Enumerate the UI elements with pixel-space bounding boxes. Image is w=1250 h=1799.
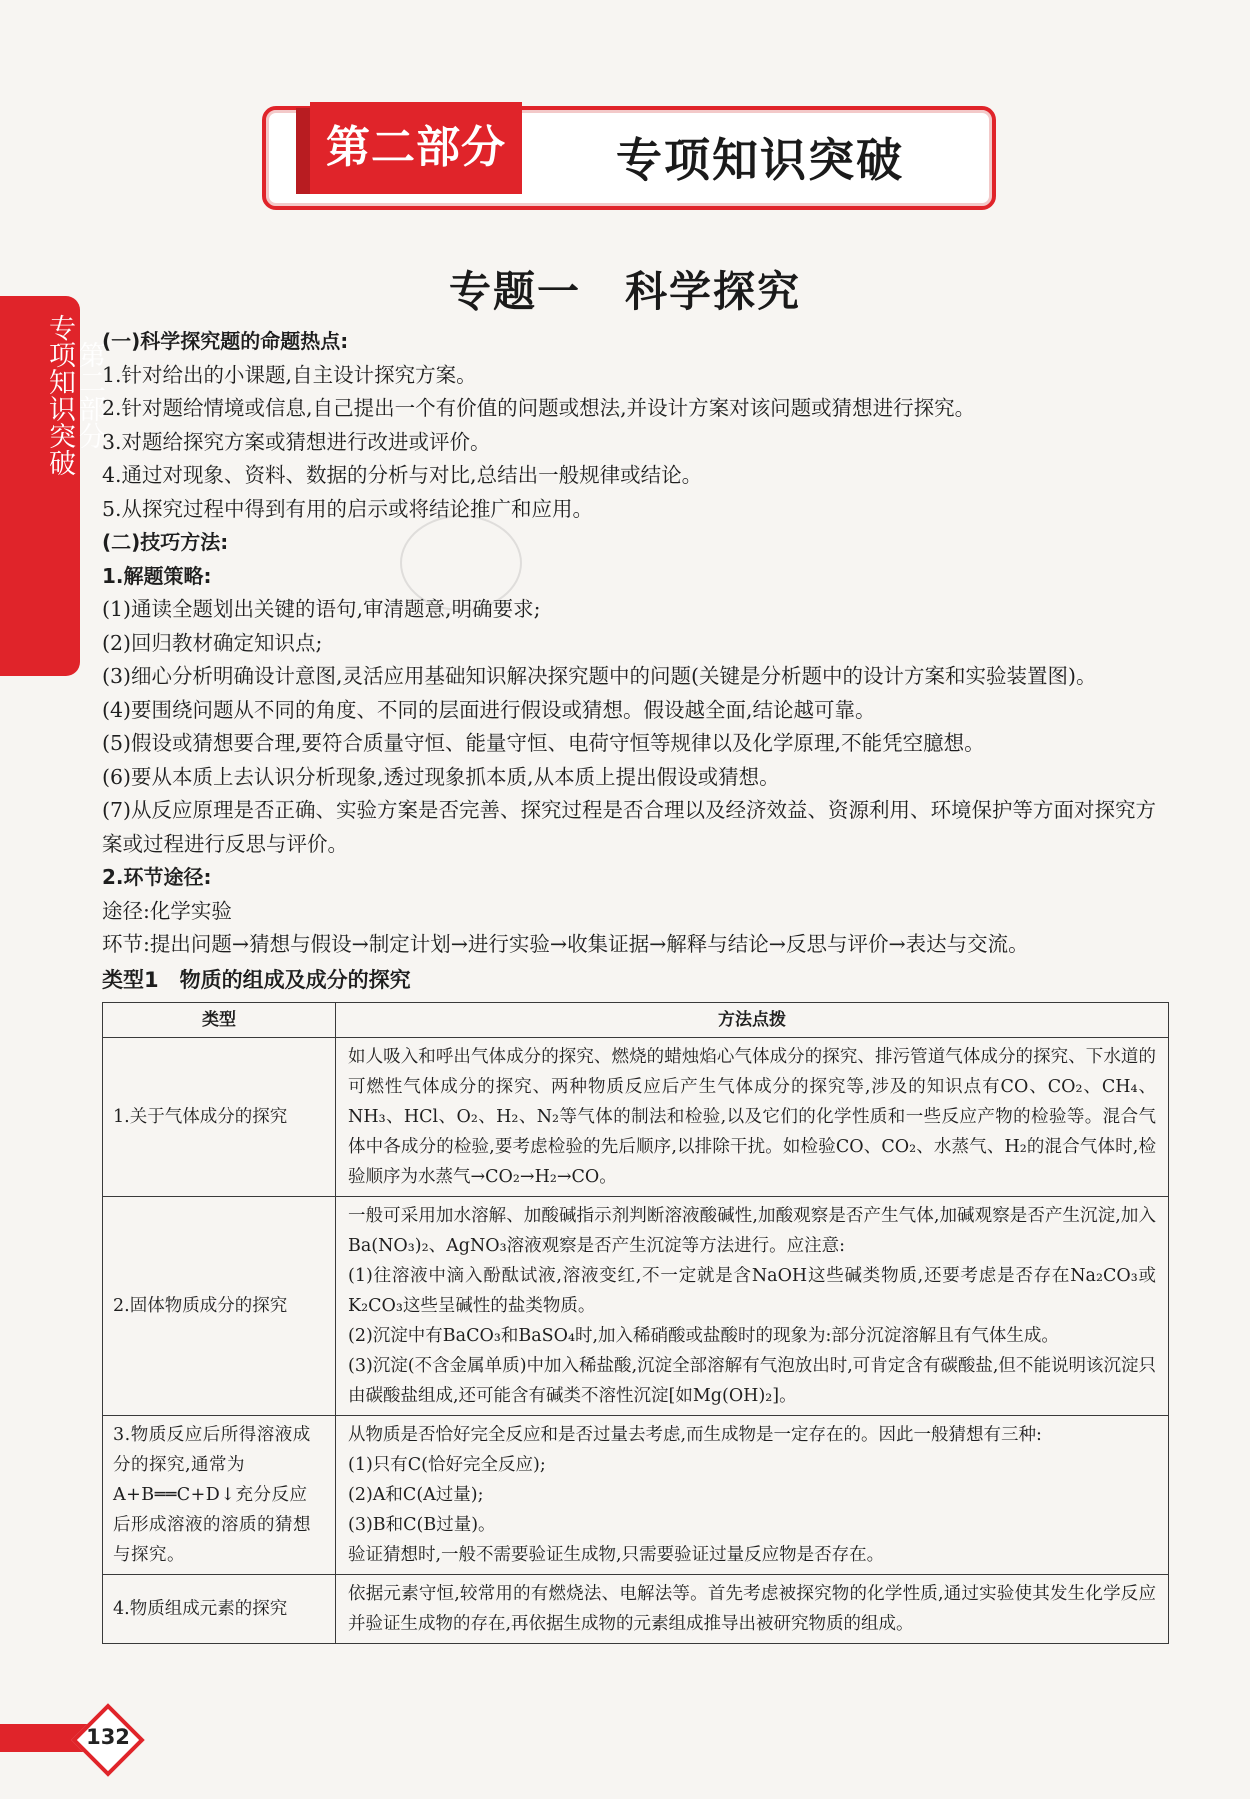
side-tab: [0, 296, 105, 676]
hotspots-heading: (一)科学探究题的命题热点:: [102, 329, 349, 353]
strategy-item: (5)假设或猜想要合理,要符合质量守恒、能量守恒、电荷守恒等规律以及化学原理,不能凭空臆想。: [102, 731, 985, 755]
steps-text: 环节:提出问题→猜想与假设→制定计划→进行实验→收集证据→解释与结论→反思与评价→表达与交流。: [102, 932, 1029, 956]
method-line: (1)往溶液中滴入酚酞试液,溶液变红,不一定就是含NaOH这些碱类物质,还要考虑是否存在Na₂CO₃或K₂CO₃这些呈碱性的盐类物质。: [348, 1266, 1156, 1316]
methods-heading: (二)技巧方法:: [102, 530, 229, 554]
strategy-item: (1)通读全题划出关键的语句,审清题意,明确要求;: [102, 597, 541, 621]
strategy-item: (6)要从本质上去认识分析现象,透过现象抓本质,从本质上提出假设或猜想。: [102, 764, 780, 789]
banner-title: 专项知识突破: [616, 133, 904, 187]
strategy-item: (7)从反应原理是否正确、实验方案是否完善、探究过程是否合理以及经济效益、资源利用、环境保护等方面对探究方案或过程进行反思与评价。: [102, 798, 1157, 856]
path-heading: 2.环节途径:: [102, 865, 212, 889]
path-text: 途径:化学实验: [102, 898, 232, 923]
hotspot-item: 1.针对给出的小课题,自主设计探究方案。: [102, 362, 477, 387]
page-number-badge: [0, 1706, 160, 1768]
table-row: [103, 1197, 1169, 1416]
table-row: [103, 1416, 1169, 1575]
table-header-method: 方法点拨: [336, 1003, 1169, 1038]
method-line: (3)B和C(B过量)。: [348, 1515, 496, 1535]
row-type: 3.物质反应后所得溶液成分的探究,通常为A+B══C+D↓充分反应后形成溶液的溶质的猜想与探究。: [103, 1416, 336, 1575]
banner-part-label: 第二部分: [310, 102, 522, 194]
page-number: 132: [86, 1725, 130, 1749]
row-method: [336, 1197, 1169, 1416]
row-method: 依据元素守恒,较常用的有燃烧法、电解法等。首先考虑被探究物的化学性质,通过实验使其发生化学反应并验证生成物的存在,再依据生成物的元素组成推导出被研究物质的组成。: [336, 1575, 1169, 1644]
method-line: 验证猜想时,一般不需要验证生成物,只需要验证过量反应物是否存在。: [348, 1545, 885, 1565]
strategy-item: (2)回归教材确定知识点;: [102, 630, 323, 655]
method-line: (1)只有C(恰好完全反应);: [348, 1455, 546, 1475]
row-method: 如人吸入和呼出气体成分的探究、燃烧的蜡烛焰心气体成分的探究、排污管道气体成分的探究、下水道的可燃性气体成分的探究、两种物质反应后产生气体成分的探究等,涉及的知识点有CO、CO₂、CH₄、NH₃、HCl、O₂、H₂、N₂等气体的制法和检验,以及它们的化学性质和一些反应产物的检验等。混合气体中各成分的检验,要考虑检验的先后顺序,以排除干扰。如检验CO、CO₂、水蒸气、H₂的混合气体时,检验顺序为水蒸气→CO₂→H₂→CO。: [336, 1038, 1169, 1197]
row-type: 1.关于气体成分的探究: [103, 1038, 336, 1197]
hotspot-item: 2.针对题给情境或信息,自己提出一个有价值的问题或想法,并设计方案对该问题或猜想进行探究。: [102, 396, 976, 420]
strategy-item: (4)要围绕问题从不同的角度、不同的层面进行假设或猜想。假设越全面,结论越可靠。: [102, 697, 876, 722]
method-line: 从物质是否恰好完全反应和是否过量去考虑,而生成物是一定存在的。因此一般猜想有三种:: [348, 1425, 1042, 1445]
strategy-item: (3)细心分析明确设计意图,灵活应用基础知识解决探究题中的问题(关键是分析题中的设计方案和实验装置图)。: [102, 664, 1097, 688]
hotspot-item: 3.对题给探究方案或猜想进行改进或评价。: [102, 429, 491, 454]
row-method: [336, 1416, 1169, 1575]
method-line: 一般可采用加水溶解、加酸碱指示剂判断溶液酸碱性,加酸观察是否产生气体,加碱观察是否产生沉淀,加入Ba(NO₃)₂、AgNO₃溶液观察是否产生沉淀等方法进行。应注意:: [348, 1206, 1156, 1256]
method-line: (2)沉淀中有BaCO₃和BaSO₄时,加入稀硝酸或盐酸时的现象为:部分沉淀溶解且有气体生成。: [348, 1326, 1059, 1346]
method-line: (3)沉淀(不含金属单质)中加入稀盐酸,沉淀全部溶解有气泡放出时,可肯定含有碳酸盐,但不能说明该沉淀只由碳酸盐组成,还可能含有碱类不溶性沉淀[如Mg(OH)₂]。: [348, 1356, 1156, 1406]
table-header-type: 类型: [103, 1003, 336, 1038]
table-row: [103, 1575, 1169, 1644]
hotspot-item: 5.从探究过程中得到有用的启示或将结论推广和应用。: [102, 496, 594, 521]
table-header-row: [103, 1003, 1169, 1038]
method-table: [102, 1002, 1169, 1644]
main-content: [102, 325, 1172, 997]
type-heading: 类型1 物质的组成及成分的探究: [102, 967, 411, 992]
side-tab-line-1: 第二部分: [74, 341, 105, 449]
hotspot-item: 4.通过对现象、资料、数据的分析与对比,总结出一般规律或结论。: [102, 463, 703, 487]
row-type: 2.固体物质成分的探究: [103, 1197, 336, 1416]
method-line: (2)A和C(A过量);: [348, 1485, 484, 1505]
side-tab-line-2: 专项知识突破: [44, 314, 75, 476]
page-title: 专题一 科学探究: [448, 267, 801, 316]
table-row: [103, 1038, 1169, 1197]
row-type: 4.物质组成元素的探究: [103, 1575, 336, 1644]
strategy-heading: 1.解题策略:: [102, 563, 212, 588]
side-tab-text: [24, 314, 104, 476]
